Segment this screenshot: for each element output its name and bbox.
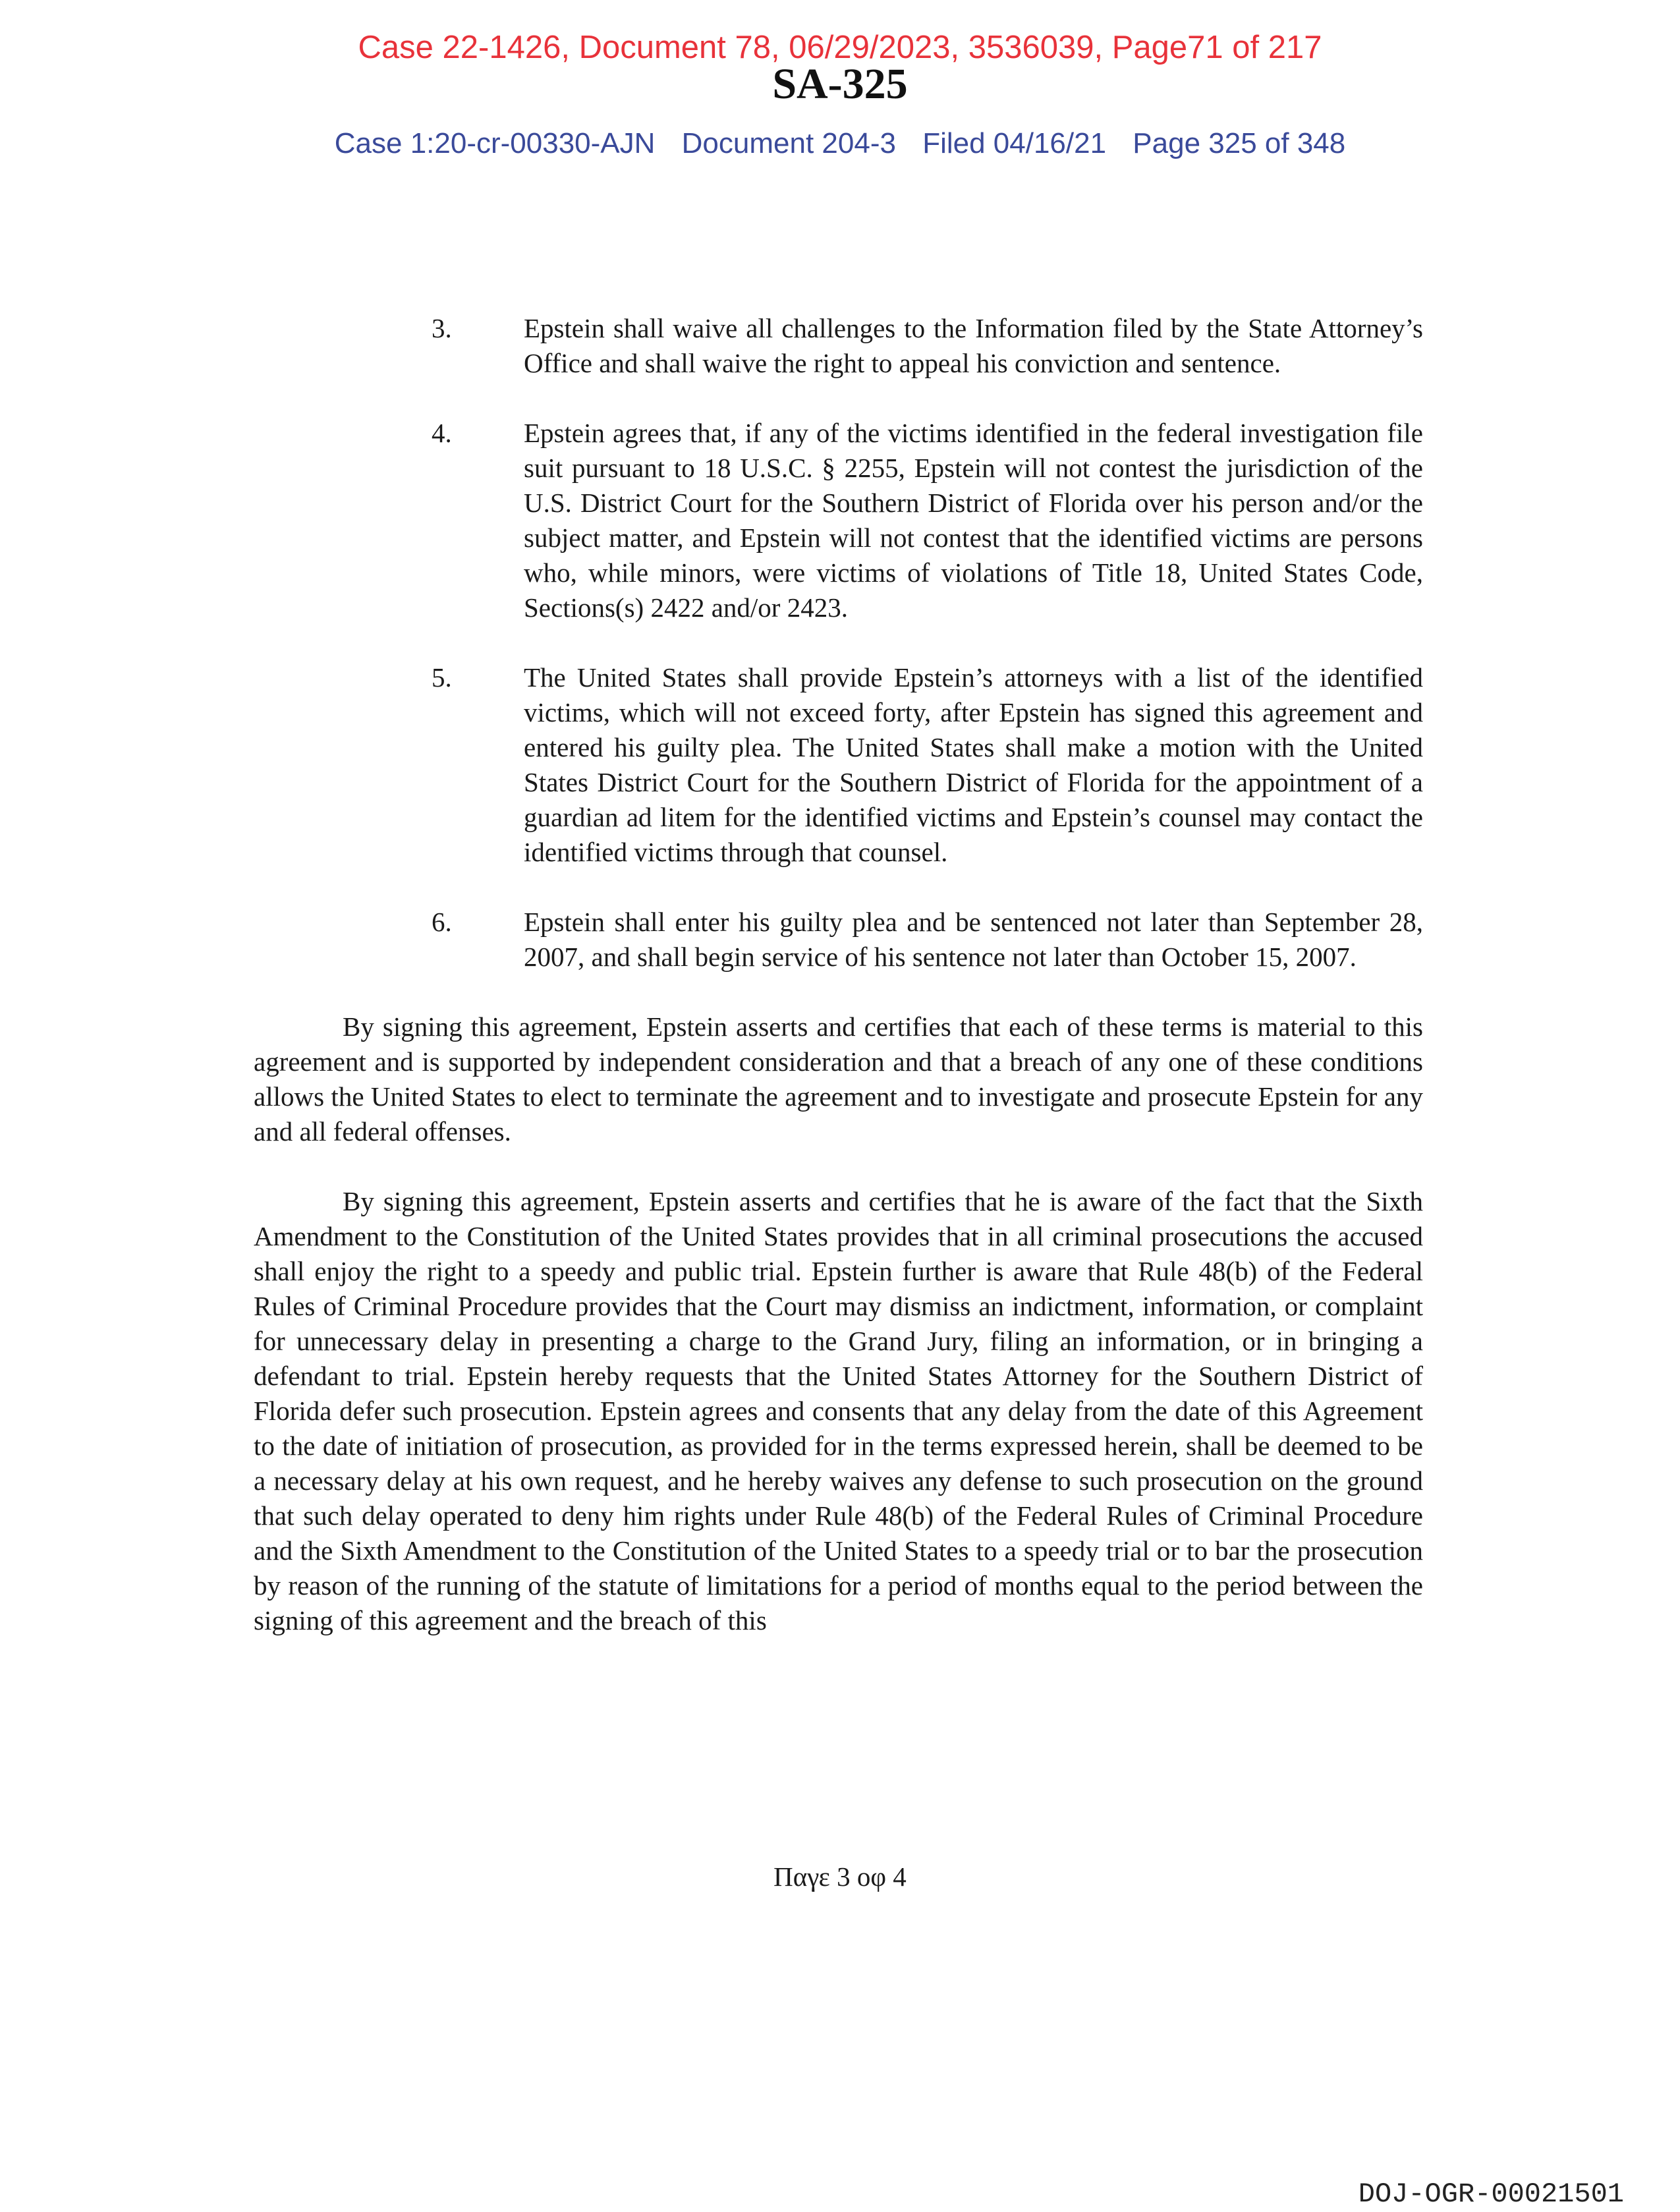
item-text: Epstein shall enter his guilty plea and be sentenced not later than September 28, 2007, and shall begin service of his sentence not later than October 15, 2007.	[524, 907, 1423, 972]
appeal-case-stamp: Case 22-1426, Document 78, 06/29/2023, 3536039, Page71 of 217	[358, 30, 1322, 65]
district-case-number: Case 1:20-cr-00330-AJN	[334, 127, 656, 159]
item-number: 5.	[432, 662, 452, 693]
district-filed-date: Filed 04/16/21	[922, 127, 1107, 159]
item-text: Epstein agrees that, if any of the victims identified in the federal investigation file suit pursuant to 18 U.S.C. § 2255, Epstein will not contest the jurisdiction of the U.S. District Court for the Southern District of Florida over his person and/or the subject matter, and Epstein will not contest that the identified victims are persons who, while minors, were victims of violations of Title 18, United States Code, Sections(s) 2422 and/or 2423.	[524, 418, 1423, 623]
document-body	[254, 311, 1423, 1673]
numbered-item	[254, 905, 1423, 975]
item-number: 6.	[432, 907, 452, 937]
item-number: 4.	[432, 418, 452, 448]
district-page-count: Page 325 of 348	[1133, 127, 1346, 159]
page-footer-label: Παγε 3 οφ 4	[773, 1861, 907, 1892]
item-text: The United States shall provide Epstein’s attorneys with a list of the identified victims, which will not exceed forty, after Epstein has signed this agreement and entered his guilty plea. The United States shall make a motion with the United States District Court for the Southern District of Florida for the appointment of a guardian ad litem for the identified victims and Epstein’s counsel may contact the identified victims through that counsel.	[524, 662, 1423, 867]
sa-page-number: SA-325	[772, 60, 908, 108]
item-number: 3.	[432, 313, 452, 343]
paragraph-breach-conditions: By signing this agreement, Epstein asserts and certifies that each of these terms is material to this agreement and is supported by independent consideration and that a breach of any one of these conditions allows the United States to elect to terminate the agreement and to investigate and prosecute Epstein for any and all federal offenses.	[254, 1011, 1423, 1147]
district-case-stamp	[0, 125, 1680, 162]
numbered-item	[254, 416, 1423, 625]
numbered-item	[254, 660, 1423, 870]
item-text: Epstein shall waive all challenges to the Information filed by the State Attorney’s Office and shall waive the right to appeal his conviction and sentence.	[524, 313, 1423, 378]
district-document-number: Document 204-3	[681, 127, 896, 159]
paragraph-speedy-trial-waiver: By signing this agreement, Epstein asserts and certifies that he is aware of the fact that the Sixth Amendment to the Constitution of the United States provides that in all criminal prosecutions the accused shall enjoy the right to a speedy and public trial. Epstein further is aware that Rule 48(b) of the Federal Rules of Criminal Procedure provides that the Court may dismiss an indictment, information, or complaint for unnecessary delay in presenting a charge to the Grand Jury, filing an information, or in bringing a defendant to trial. Epstein hereby requests that the United States Attorney for the Southern District of Florida defer such prosecution. Epstein agrees and consents that any delay from the date of this Agreement to the date of initiation of prosecution, as provided for in the terms expressed herein, shall be deemed to be a necessary delay at his own request, and he hereby waives any defense to such prosecution on the ground that such delay operated to deny him rights under Rule 48(b) of the Federal Rules of Criminal Procedure and the Sixth Amendment to the Constitution of the United States to a speedy trial or to bar the prosecution by reason of the running of the statute of limitations for a period of months equal to the period between the signing of this agreement and the breach of this	[254, 1186, 1423, 1635]
numbered-item	[254, 311, 1423, 381]
bates-number: DOJ-OGR-00021501	[1358, 2178, 1624, 2210]
